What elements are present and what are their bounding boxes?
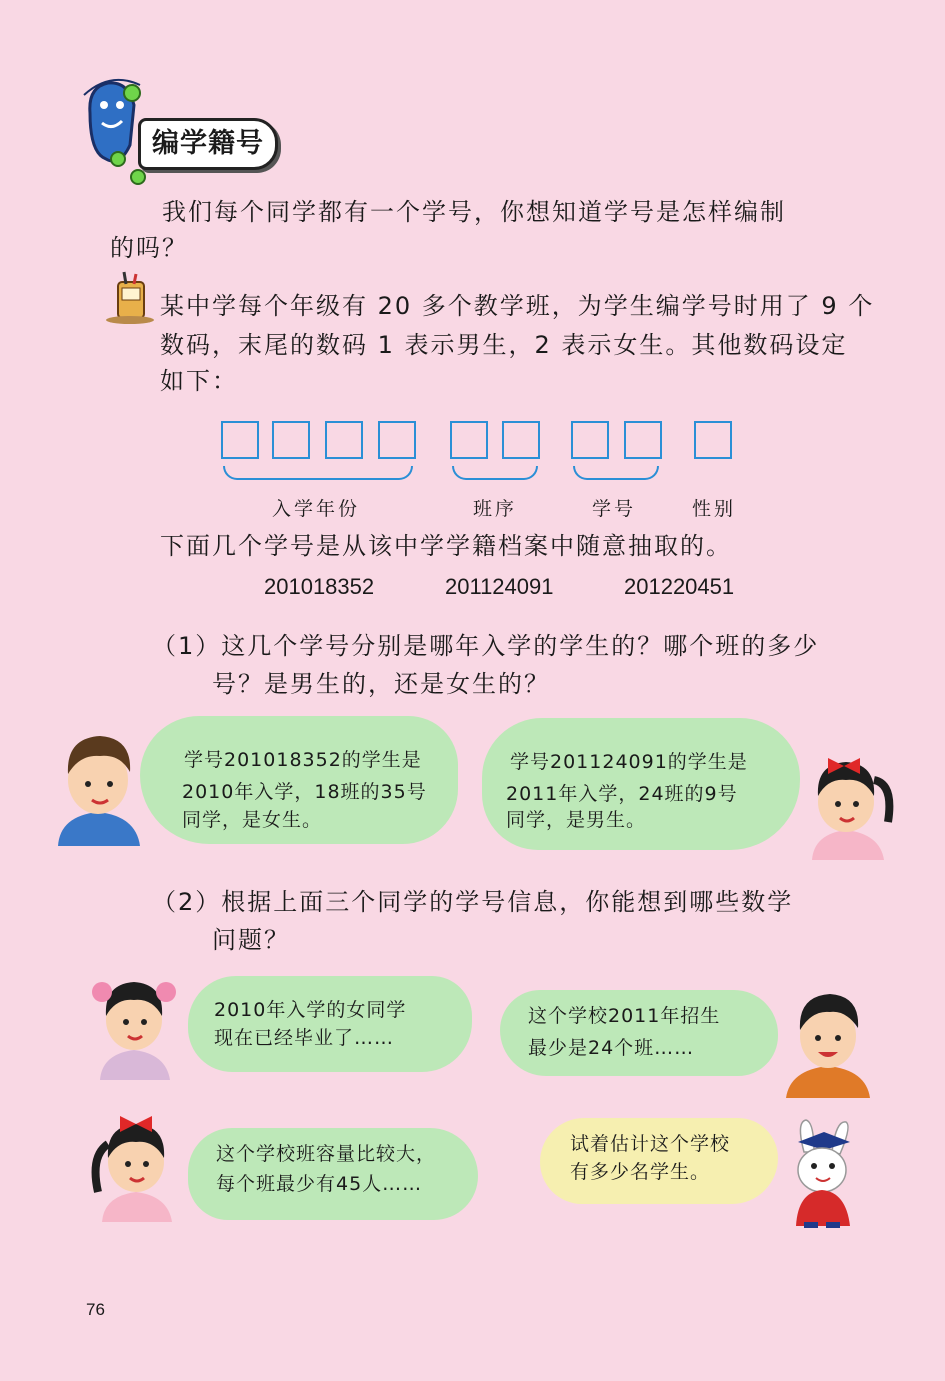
- girl-avatar: [88, 962, 180, 1082]
- number-brace: [573, 466, 659, 480]
- digit-box: [221, 421, 259, 459]
- digit-box: [502, 421, 540, 459]
- speech-bubble-boy-2: [500, 990, 778, 1076]
- bubble-line: 2010年入学的女同学: [214, 999, 407, 1021]
- question-2-line-2: 问题？: [212, 926, 290, 954]
- boy-avatar: [780, 988, 876, 1100]
- rabbit-mascot-icon: [780, 1118, 864, 1230]
- intro-line-1: 我们每个同学都有一个学号，你想知道学号是怎样编制: [162, 198, 786, 226]
- bubble-line: 同学，是男生。: [506, 809, 647, 831]
- class-label: 班序: [473, 498, 518, 520]
- speech-bubble-boy: [140, 716, 458, 844]
- bubble-line: 最少是24个班……: [528, 1037, 695, 1059]
- digit-box: [694, 421, 732, 459]
- page-number: 76: [86, 1300, 105, 1319]
- gender-label: 性别: [692, 498, 737, 520]
- problem-line-2: 数码，末尾的数码 1 表示男生，2 表示女生。其他数码设定: [160, 331, 848, 359]
- intro-line-2: 的吗？: [110, 234, 188, 262]
- digit-box: [450, 421, 488, 459]
- bubble-line: 试着估计这个学校: [570, 1133, 731, 1155]
- bubble-line: 有多少名学生。: [570, 1161, 711, 1183]
- section-title: 编学籍号: [138, 118, 278, 170]
- digit-box: [272, 421, 310, 459]
- problem-line-1: 某中学每个年级有 20 多个教学班，为学生编学号时用了 9 个: [160, 292, 875, 320]
- digit-box: [325, 421, 363, 459]
- bubble-line: 学号201124091的学生是: [510, 751, 748, 773]
- bubble-line: 这个学校2011年招生: [528, 1005, 721, 1027]
- sample-id-1: 201018352: [264, 574, 375, 599]
- question-1-line-1: （1）这几个学号分别是哪年入学的学生的？哪个班的多少: [152, 632, 820, 660]
- bubble-line: 现在已经毕业了……: [214, 1027, 395, 1049]
- speech-bubble-girl-2: [188, 976, 472, 1072]
- girl-avatar: [800, 740, 896, 862]
- bubble-line: 学号201018352的学生是: [184, 749, 422, 771]
- sample-id-3: 201220451: [624, 574, 735, 599]
- year-label: 入学年份: [272, 498, 361, 520]
- year-brace: [223, 466, 413, 480]
- girl-avatar: [88, 1100, 184, 1224]
- bubble-line: 2011年入学，24班的9号: [506, 783, 738, 805]
- bubble-line: 这个学校班容量比较大，: [216, 1143, 437, 1165]
- speech-bubble-rabbit: [540, 1118, 778, 1204]
- number-label: 学号: [592, 498, 637, 520]
- sample-id-2: 201124091: [445, 574, 554, 599]
- digit-box: [624, 421, 662, 459]
- question-1-line-2: 号？是男生的，还是女生的？: [212, 670, 550, 698]
- bubble-line: 2010年入学，18班的35号: [182, 781, 427, 803]
- class-brace: [452, 466, 538, 480]
- boy-avatar: [50, 728, 146, 848]
- bubble-line: 同学，是女生。: [182, 809, 323, 831]
- problem-line-3: 如下：: [160, 367, 238, 395]
- digit-box: [378, 421, 416, 459]
- question-2-line-1: （2）根据上面三个同学的学号信息，你能想到哪些数学: [152, 888, 794, 916]
- pencil-holder-icon: [104, 270, 156, 326]
- digit-box: [571, 421, 609, 459]
- sample-intro: 下面几个学号是从该中学学籍档案中随意抽取的。: [160, 532, 732, 560]
- bubble-line: 每个班最少有45人……: [216, 1173, 423, 1195]
- speech-bubble-girl: [482, 718, 800, 850]
- speech-bubble-girl-3: [188, 1128, 478, 1220]
